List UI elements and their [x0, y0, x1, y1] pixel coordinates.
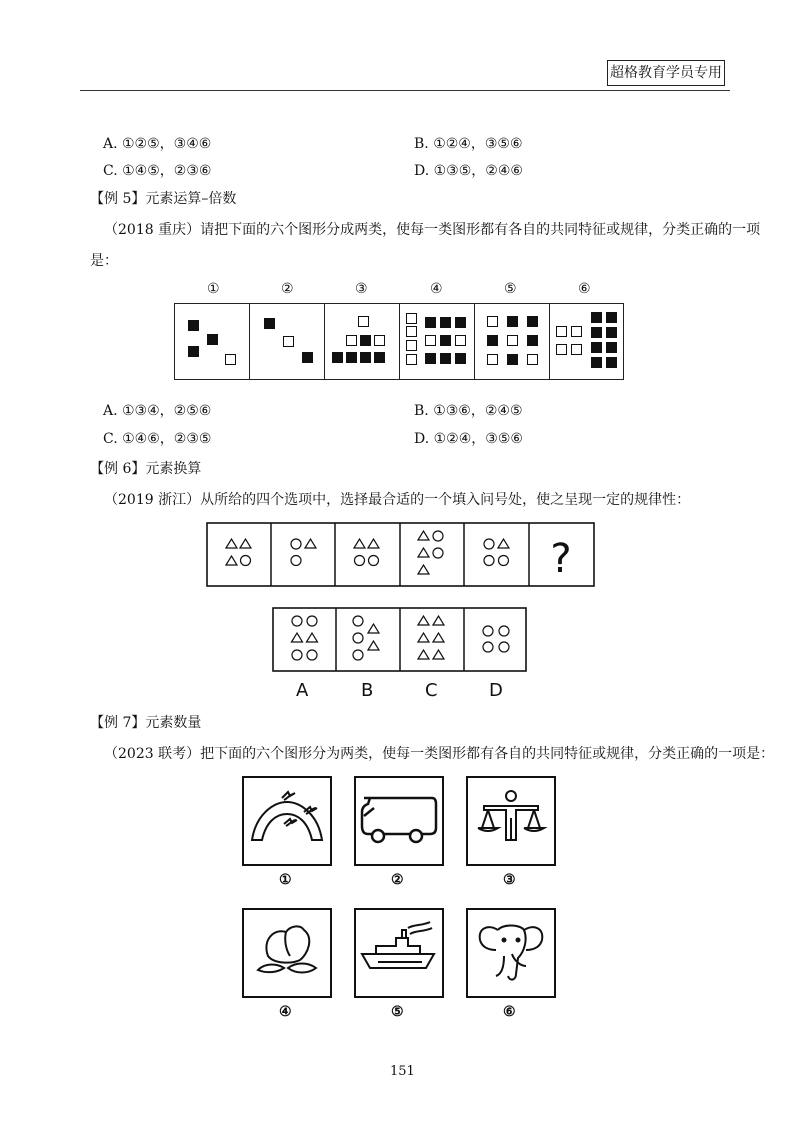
empty-square — [346, 335, 357, 346]
ex6-option-b-figure — [353, 616, 379, 660]
ex7-figure-3-scale-figure — [466, 776, 556, 866]
filled-square — [440, 335, 451, 346]
filled-square — [591, 312, 602, 323]
ex7-figure-2-truck — [354, 776, 444, 866]
ex5-figure-1 — [175, 304, 250, 379]
empty-square — [406, 340, 417, 351]
filled-square — [487, 335, 498, 346]
ex6-option-label-a: A — [296, 680, 309, 701]
page-number: 151 — [390, 1064, 415, 1079]
ex5-figure-3 — [325, 304, 400, 379]
ex6-option-c-figure — [418, 616, 444, 659]
ex4-option-a: A. ①②⑤，③④⑥ — [103, 136, 212, 152]
filled-square — [591, 342, 602, 353]
filled-square — [188, 346, 199, 357]
ex5-label-1: ① — [207, 281, 220, 297]
ex7-figure-5-ship — [354, 908, 444, 998]
ex5-option-a: A. ①③④，②⑤⑥ — [103, 403, 212, 419]
filled-square — [264, 318, 275, 329]
ex6-figure-3 — [354, 539, 379, 566]
empty-square — [455, 335, 466, 346]
empty-square — [374, 335, 385, 346]
ex5-figure-2 — [250, 304, 325, 379]
filled-square — [455, 317, 466, 328]
ex6-option-label-d: D — [489, 680, 503, 701]
filled-square — [360, 335, 371, 346]
ex7-label-1: ① — [279, 872, 292, 888]
filled-square — [591, 327, 602, 338]
filled-square — [527, 316, 538, 327]
filled-square — [591, 357, 602, 368]
ex6-question-mark: ? — [550, 536, 572, 582]
filled-square — [606, 342, 617, 353]
watermark-stamp: 超格教育学员专用 — [607, 60, 725, 86]
ex5-question-cont: 是： — [90, 253, 118, 269]
filled-square — [360, 352, 371, 363]
ex7-figure-4-peach — [242, 908, 332, 998]
filled-square — [332, 352, 343, 363]
empty-square — [283, 336, 294, 347]
filled-square — [440, 353, 451, 364]
ex5-option-b: B. ①③⑥，②④⑤ — [414, 403, 523, 419]
ex5-heading: 【例 5】元素运算–倍数 — [90, 191, 237, 207]
filled-square — [425, 353, 436, 364]
ex7-question: （2023 联考）把下面的六个图形分为两类，使每一类图形都有各自的共同特征或规律，分类正确的一项是： — [104, 746, 775, 762]
ex6-figure-4 — [418, 531, 443, 574]
ex5-question: （2018 重庆）请把下面的六个图形分成两类，使每一类图形都有各自的共同特征或规律，分类正确的一项 — [104, 222, 761, 238]
filled-square — [302, 352, 313, 363]
ex6-option-label-c: C — [425, 680, 438, 701]
empty-square — [225, 354, 236, 365]
filled-square — [440, 317, 451, 328]
ex7-figure-6-elephant — [466, 908, 556, 998]
ex4-option-d: D. ①③⑤，②④⑥ — [414, 163, 523, 179]
empty-square — [556, 344, 567, 355]
empty-square — [556, 326, 567, 337]
ex5-figure-4 — [400, 304, 475, 379]
ex7-label-4: ④ — [279, 1004, 292, 1020]
ex6-figure-2 — [291, 539, 316, 566]
empty-square — [507, 335, 518, 346]
ex7-label-6: ⑥ — [503, 1004, 516, 1020]
filled-square — [606, 312, 617, 323]
ex6-figure-1 — [226, 539, 251, 566]
empty-square — [406, 326, 417, 337]
ex6-figure-5 — [484, 539, 509, 566]
ex5-label-6: ⑥ — [578, 281, 591, 297]
empty-square — [571, 344, 582, 355]
ex6-heading: 【例 6】元素换算 — [90, 461, 202, 477]
empty-square — [487, 354, 498, 365]
empty-square — [425, 335, 436, 346]
ex5-label-3: ③ — [355, 281, 368, 297]
ex5-label-5: ⑤ — [504, 281, 517, 297]
ex6-options-row — [272, 607, 528, 673]
ex4-option-b: B. ①②④，③⑤⑥ — [414, 136, 523, 152]
ex6-option-label-b: B — [361, 680, 374, 701]
filled-square — [455, 353, 466, 364]
filled-square — [507, 354, 518, 365]
ex5-label-2: ② — [281, 281, 294, 297]
ex7-heading: 【例 7】元素数量 — [90, 715, 202, 731]
ex6-sequence-row — [206, 522, 596, 588]
empty-square — [571, 326, 582, 337]
filled-square — [207, 334, 218, 345]
ex4-option-c: C. ①④⑤，②③⑥ — [103, 163, 212, 179]
ex5-figure-6 — [550, 304, 623, 379]
filled-square — [507, 316, 518, 327]
ex7-figure-1-bridge — [242, 776, 332, 866]
ex7-label-5: ⑤ — [391, 1004, 404, 1020]
filled-square — [527, 335, 538, 346]
ex6-option-a-figure — [292, 616, 318, 660]
empty-square — [406, 354, 417, 365]
empty-square — [527, 354, 538, 365]
ex7-label-2: ② — [391, 872, 404, 888]
empty-square — [406, 313, 417, 324]
ex5-figure-row — [174, 303, 624, 380]
filled-square — [606, 327, 617, 338]
empty-square — [487, 316, 498, 327]
ex6-question: （2019 浙江）从所给的四个选项中，选择最合适的一个填入问号处，使之呈现一定的规律性： — [104, 492, 691, 508]
ex5-option-d: D. ①②④，③⑤⑥ — [414, 431, 523, 447]
filled-square — [425, 317, 436, 328]
ex5-figure-5 — [475, 304, 550, 379]
filled-square — [606, 357, 617, 368]
empty-square — [358, 316, 369, 327]
filled-square — [188, 320, 199, 331]
filled-square — [374, 352, 385, 363]
header-rule — [80, 90, 730, 91]
ex7-label-3: ③ — [503, 872, 516, 888]
ex5-option-c: C. ①④⑥，②③⑤ — [103, 431, 212, 447]
ex6-option-d-figure — [483, 626, 509, 652]
filled-square — [346, 352, 357, 363]
ex5-label-4: ④ — [430, 281, 443, 297]
